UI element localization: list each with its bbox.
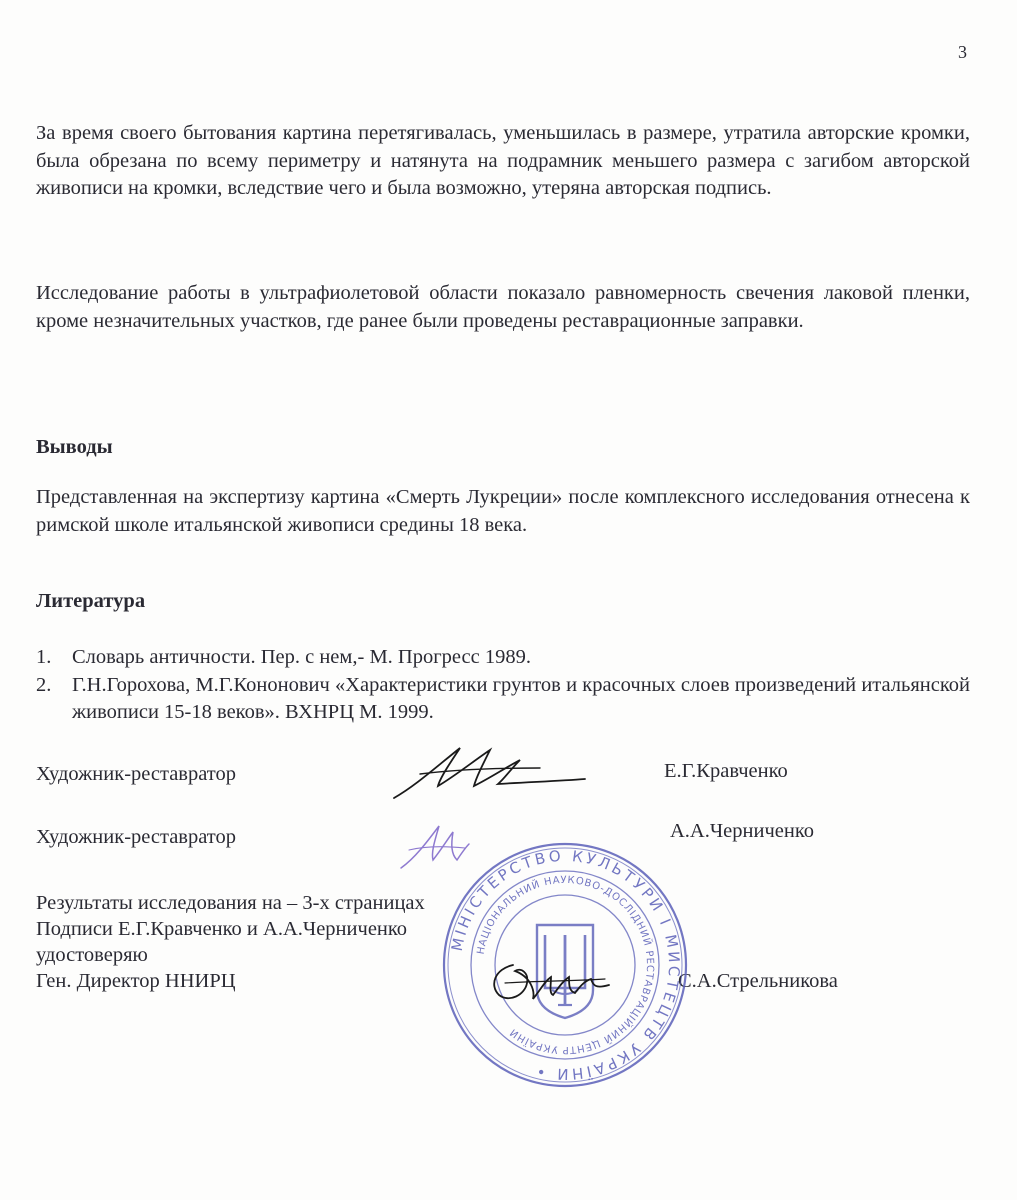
stamp-outer-text: МІНІСТЕРСТВО КУЛЬТУРИ І МИСТЕЦТВ УКРАЇНИ • — [447, 846, 684, 1084]
page-number: 3 — [958, 42, 967, 62]
stamp-inner-text: НАЦІОНАЛЬНИЙ НАУКОВО-ДОСЛІДНИЙ РЕСТАВРАЦІЙНИЙ ЦЕНТР УКРАЇНИ — [475, 874, 656, 1056]
literature-item — [36, 672, 970, 727]
signer-name-1: Е.Г.Кравченко — [664, 760, 788, 782]
director-title: Ген. Директор ННИРЦ — [36, 970, 236, 992]
director-name: С.А.Стрельникова — [678, 970, 838, 992]
signature-strelnikova — [485, 955, 615, 1010]
paragraph-canvas-history: За время своего бытования картина перетягивалась, уменьшилась в размере, утратила авторские кромки, была обрезана по всему периметру и натянута на подрамник меньшего размера с загибом авторской живописи на кромки, вследствие чего и была возможно, утеряна авторская подпись. — [36, 122, 970, 199]
certification-line: Подписи Е.Г.Кравченко и А.А.Черниченко — [36, 918, 408, 940]
literature-item-number: 1. — [36, 646, 52, 668]
literature-list — [36, 644, 970, 727]
conclusions-heading: Выводы — [36, 436, 113, 458]
literature-item — [36, 644, 970, 672]
certification-line: Результаты исследования на – 3-х страницах — [36, 892, 425, 914]
signer-role-1: Художник-реставратор — [36, 763, 236, 785]
literature-item-text: Г.Н.Горохова, М.Г.Кононович «Характеристики грунтов и красочных слоев произведений итальянской живописи 15-18 веков». ВХНРЦ М. 1999. — [72, 673, 970, 723]
signature-kravchenko — [380, 738, 590, 808]
certification-line: удостоверяю — [36, 944, 148, 966]
paragraph-uv-research: Исследование работы в ультрафиолетовой области показало равномерность свечения лаковой пленки, кроме незначительных участков, где ранее были проведены реставрационные заправки. — [36, 282, 970, 332]
signature-chernichenko — [395, 820, 475, 872]
signer-name-2: А.А.Черниченко — [670, 820, 815, 842]
literature-item-number: 2. — [36, 673, 52, 696]
literature-heading: Литература — [36, 590, 146, 612]
conclusions-text: Представленная на экспертизу картина «Смерть Лукреции» после комплексного исследования отнесена к римской школе итальянской живописи средины 18 века. — [36, 486, 970, 536]
literature-item-text: Словарь античности. Пер. с нем,- М. Прогресс 1989. — [72, 646, 531, 668]
certification-block — [36, 890, 425, 994]
signer-role-2: Художник-реставратор — [36, 826, 236, 848]
